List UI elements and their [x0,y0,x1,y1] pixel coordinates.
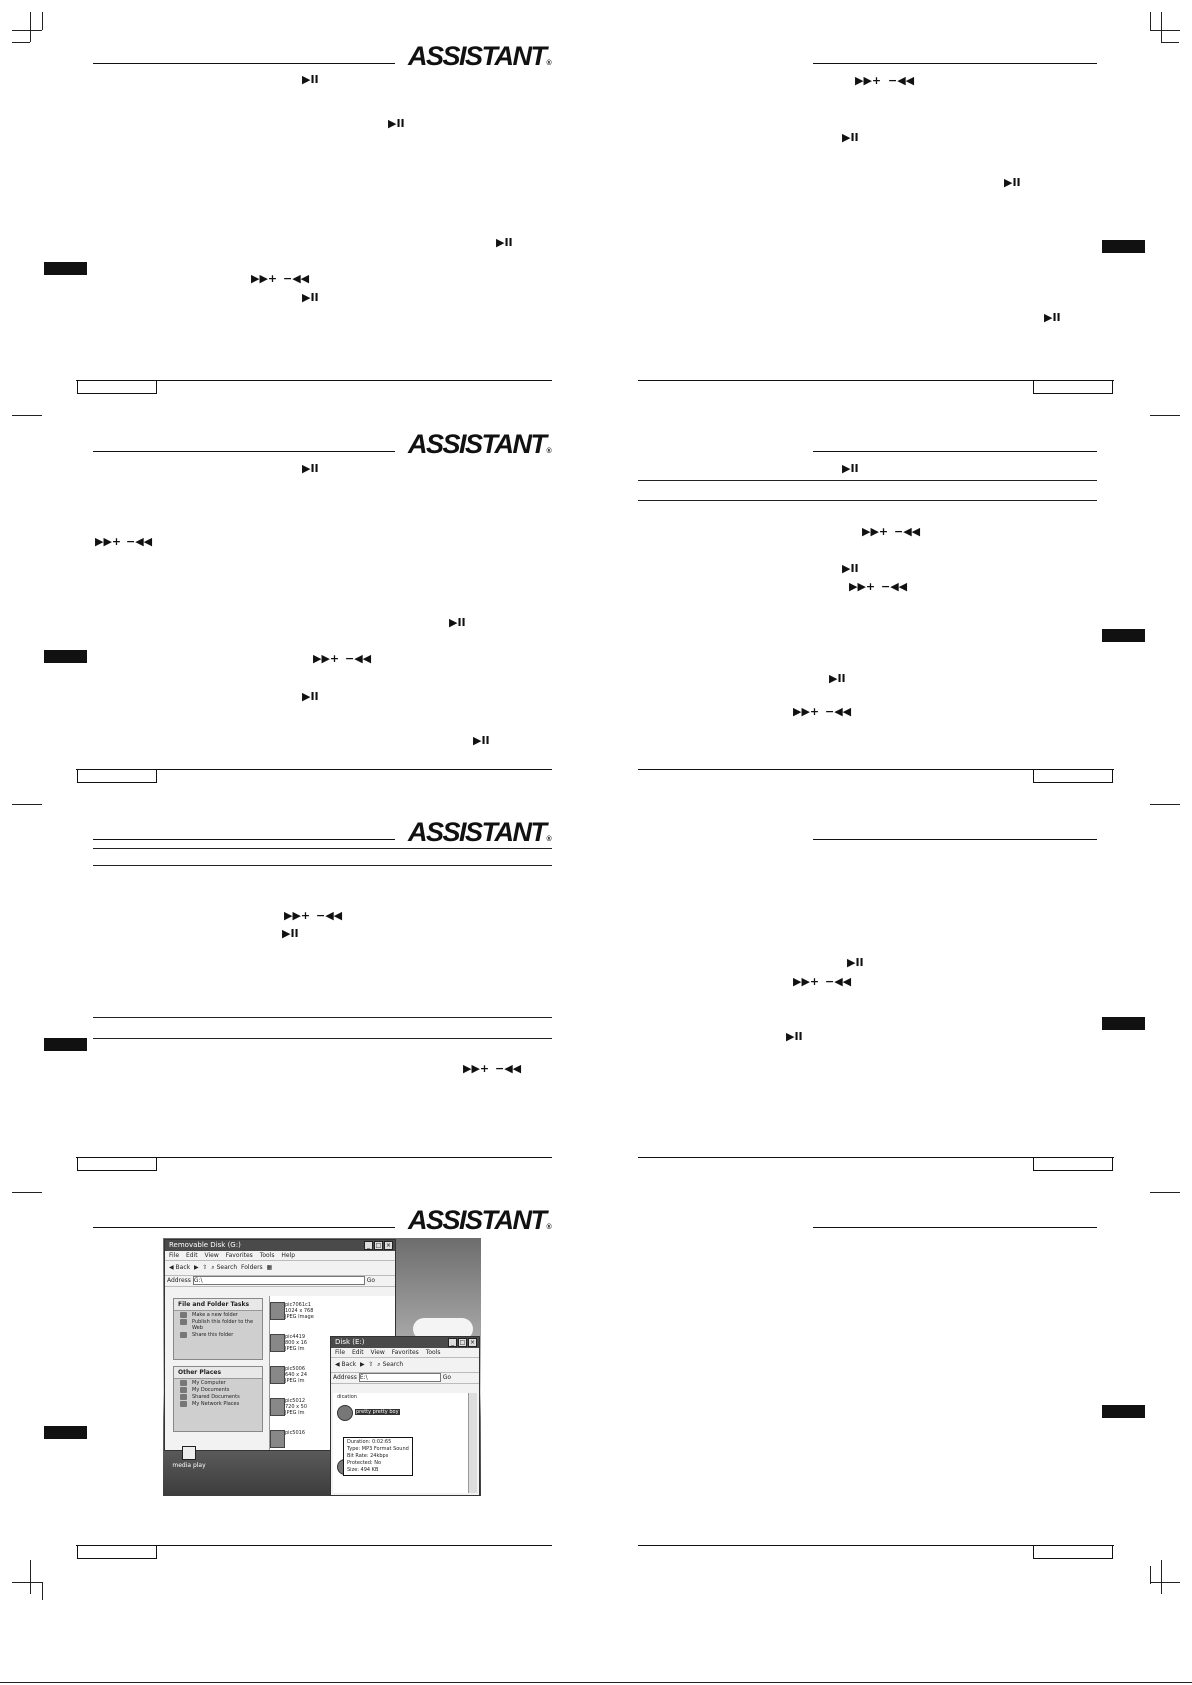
file-item[interactable]: pic7061c1 1024 x 768 JPEG Image [285,1302,314,1320]
table-rule [638,500,1097,501]
menu-view[interactable]: View [370,1349,385,1356]
prev-track-icon: −◀◀ [495,1062,522,1075]
header-rule [93,1227,395,1228]
play-pause-icon: ▶II [302,462,319,475]
file-item[interactable]: pic5006 640 x 24 JPEG Im [285,1366,307,1384]
play-pause-icon: ▶II [449,616,466,629]
address-input[interactable]: G:\ [193,1276,365,1285]
next-track-icon: ▶▶+ [284,909,311,922]
crop-mark [1150,12,1151,30]
page-number-box [77,380,157,394]
menu-tools[interactable]: Tools [425,1349,441,1356]
next-track-icon: ▶▶+ [95,535,122,548]
next-track-icon: ▶▶+ [793,975,820,988]
crop-mark [12,1582,42,1583]
toolbar [165,1261,395,1276]
panel-header: Other Places [174,1367,262,1379]
prev-track-icon: −◀◀ [894,525,921,538]
maximize-icon[interactable]: □ [459,1339,466,1346]
scrollbar[interactable] [468,1393,477,1493]
section-tab [1102,1405,1145,1418]
selected-file[interactable]: pretty pretty boy [356,1409,399,1415]
crop-mark [1150,1582,1180,1583]
menu-bar [331,1348,479,1358]
go-button[interactable]: Go [442,1374,452,1381]
prev-track-icon: −◀◀ [825,975,852,988]
page-number-box [1033,1157,1113,1171]
menu-favorites[interactable]: Favorites [225,1252,253,1259]
page-number-box [77,769,157,783]
page-number-box [77,1545,157,1559]
up-folder-icon[interactable]: ⇧ [202,1264,208,1271]
forward-icon[interactable]: ▶ [193,1264,199,1271]
section-tab [44,262,87,275]
brand-logo: ASSISTANT® [408,429,552,459]
table-rule [93,848,552,849]
task-link[interactable]: Make a new folder [174,1311,262,1318]
brand-logo: ASSISTANT® [408,1205,552,1235]
crop-mark [1161,1560,1162,1594]
search-icon: ⌕ [211,1264,215,1271]
audio-file-icon [337,1405,353,1421]
section-tab [44,1038,87,1051]
prev-track-icon: −◀◀ [825,705,852,718]
task-link[interactable]: Share this folder [174,1331,262,1338]
close-icon[interactable]: × [469,1339,476,1346]
crop-mark [1150,1566,1151,1584]
address-input[interactable]: E:\ [359,1373,441,1382]
brand-logo: ASSISTANT® [408,817,552,847]
menu-tools[interactable]: Tools [259,1252,275,1259]
prev-track-icon: −◀◀ [283,272,310,285]
file-item[interactable]: pic5016 [285,1430,305,1436]
menu-edit[interactable]: Edit [185,1252,198,1259]
file-tasks-panel [173,1298,263,1360]
page-number-box [1033,1545,1113,1559]
play-pause-icon: ▶II [302,73,319,86]
place-link[interactable]: My Documents [174,1386,262,1393]
explorer-screenshot [163,1238,481,1496]
crop-mark [30,1560,31,1594]
views-icon[interactable]: ▦ [266,1264,273,1271]
image-thumbnail-icon [270,1430,285,1448]
forward-icon[interactable]: ▶ [359,1361,365,1368]
play-pause-icon: ▶II [302,690,319,703]
image-thumbnail-icon [270,1398,285,1416]
back-button[interactable]: Back [175,1264,191,1271]
next-track-icon: ▶▶+ [313,652,340,665]
search-button[interactable]: Search [382,1361,404,1368]
menu-help[interactable]: Help [281,1252,296,1259]
crop-mark [12,1192,42,1193]
play-pause-icon: ▶II [282,927,299,940]
up-folder-icon[interactable]: ⇧ [368,1361,374,1368]
prev-track-icon: −◀◀ [126,535,153,548]
prev-track-icon: −◀◀ [345,652,372,665]
next-track-icon: ▶▶+ [855,74,882,87]
play-pause-icon: ▶II [1044,311,1061,324]
crop-mark [1161,42,1179,43]
toolbar [331,1358,479,1373]
menu-favorites[interactable]: Favorites [391,1349,419,1356]
next-track-icon: ▶▶+ [463,1062,490,1075]
play-pause-icon: ▶II [473,734,490,747]
play-pause-icon: ▶II [1004,176,1021,189]
crop-mark [12,415,42,416]
play-pause-icon: ▶II [388,117,405,130]
explorer-window-disk [330,1336,480,1496]
folders-button[interactable]: Folders [241,1264,263,1271]
page-number-box [77,1157,157,1171]
back-icon[interactable]: ◀ [169,1264,174,1271]
brand-logo: ASSISTANT® [408,41,552,71]
minimize-icon[interactable]: _ [364,1241,373,1250]
desktop-icon[interactable]: media play [171,1446,207,1469]
go-button[interactable]: Go [366,1277,376,1284]
next-track-icon: ▶▶+ [251,272,278,285]
address-bar [165,1276,395,1287]
menu-bar [165,1251,395,1261]
image-thumbnail-icon [270,1302,285,1320]
table-rule [93,1038,552,1039]
header-rule [813,451,1097,452]
panel-header: File and Folder Tasks [174,1299,262,1311]
minimize-icon[interactable]: _ [448,1338,457,1347]
crop-mark [12,804,42,805]
menu-file[interactable]: File [169,1252,180,1259]
address-label: Address [167,1277,191,1284]
header-rule [813,839,1097,840]
address-label: Address [333,1374,357,1381]
section-tab [44,650,87,663]
search-button[interactable]: Search [216,1264,238,1271]
table-rule [93,1017,552,1018]
crop-mark [42,12,43,30]
section-tab [44,1426,87,1439]
file-item[interactable]: pic4419 800 x 16 JPEG Im [285,1334,307,1352]
crop-mark [1150,30,1180,31]
other-places-panel [173,1366,263,1432]
header-rule [93,451,395,452]
search-icon: ⌕ [377,1361,381,1368]
place-link[interactable]: Shared Documents [174,1393,262,1400]
media-player-icon [182,1446,196,1460]
header-rule [813,1227,1097,1228]
menu-file[interactable]: File [335,1349,346,1356]
play-pause-icon: ▶II [786,1030,803,1043]
window-title: Disk (E:) _ □ × [331,1337,479,1348]
crop-mark [1161,12,1162,42]
prev-track-icon: −◀◀ [888,74,915,87]
file-item[interactable]: pic5012 720 x 50 JPEG Im [285,1398,307,1416]
crop-mark [1150,1192,1180,1193]
back-button[interactable]: Back [341,1361,357,1368]
play-pause-icon: ▶II [829,672,846,685]
play-pause-icon: ▶II [842,462,859,475]
address-bar [331,1373,479,1384]
crop-mark [1150,415,1180,416]
play-pause-icon: ▶II [842,131,859,144]
crop-mark [12,30,42,31]
header-rule [813,63,1097,64]
crop-mark [12,42,30,43]
next-track-icon: ▶▶+ [862,525,889,538]
play-pause-icon: ▶II [842,562,859,575]
task-link[interactable]: Publish this folder to the Web [174,1318,262,1331]
crop-mark [0,1682,1192,1683]
next-track-icon: ▶▶+ [793,705,820,718]
place-link[interactable]: My Network Places [174,1400,262,1407]
menu-edit[interactable]: Edit [351,1349,364,1356]
play-pause-icon: ▶II [302,291,319,304]
window-title: Removable Disk (G:) _ □ × [165,1240,395,1251]
maximize-icon[interactable]: □ [375,1242,382,1249]
play-pause-icon: ▶II [847,956,864,969]
image-thumbnail-icon [270,1334,285,1352]
menu-view[interactable]: View [204,1252,219,1259]
table-rule [93,865,552,866]
file-tooltip: Duration: 0:02:65 Type: MP3 Format Sound Bit Rate: 24kbps Protected: No Size: 494 KB [343,1437,413,1476]
play-pause-icon: ▶II [496,236,513,249]
crop-mark [1150,804,1180,805]
file-item[interactable]: dication [337,1394,357,1400]
close-icon[interactable]: × [385,1242,392,1249]
page-number-box [1033,769,1113,783]
section-tab [1102,1017,1145,1030]
table-rule [638,480,1097,481]
section-tab [1102,240,1145,253]
crop-mark [42,1582,43,1600]
page-number-box [1033,380,1113,394]
header-rule [93,63,395,64]
image-thumbnail-icon [270,1366,285,1384]
place-link[interactable]: My Computer [174,1379,262,1386]
prev-track-icon: −◀◀ [881,580,908,593]
crop-mark [30,12,31,42]
section-tab [1102,629,1145,642]
next-track-icon: ▶▶+ [849,580,876,593]
header-rule [93,839,395,840]
back-icon[interactable]: ◀ [335,1361,340,1368]
prev-track-icon: −◀◀ [316,909,343,922]
